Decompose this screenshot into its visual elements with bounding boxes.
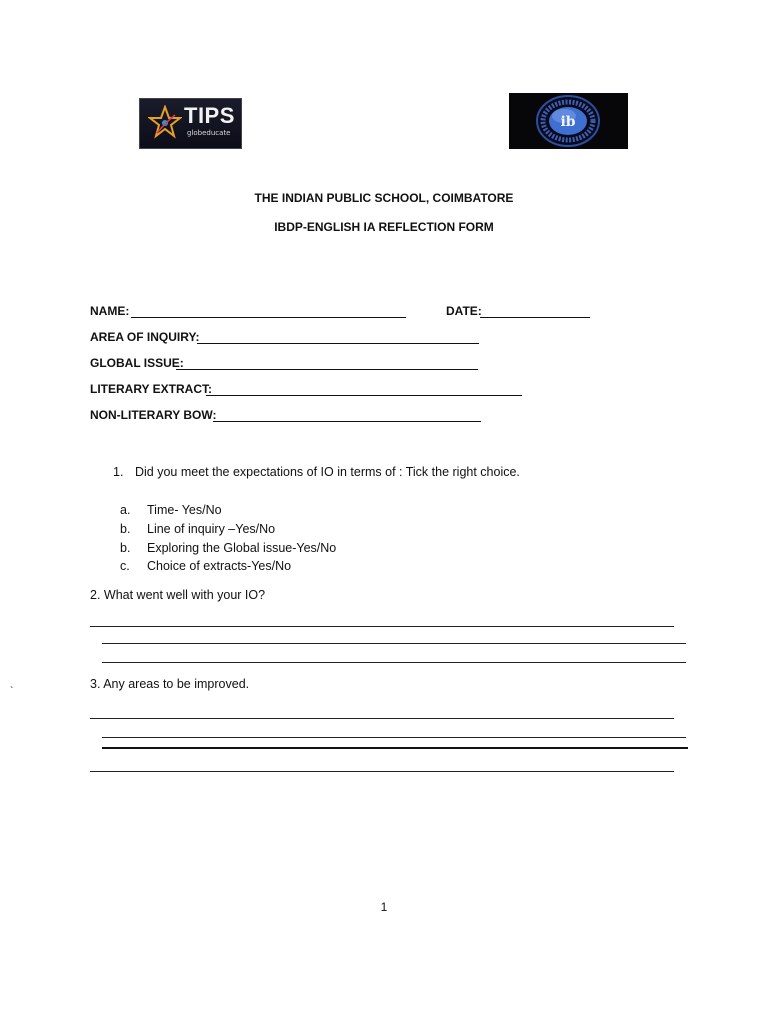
option-item[interactable] [120, 522, 275, 536]
answer-line[interactable] [90, 718, 674, 719]
question-1 [113, 465, 520, 479]
svg-text:ib: ib [560, 114, 576, 130]
option-text: Exploring the Global issue-Yes/No [147, 541, 337, 555]
global-issue-field-line[interactable] [176, 369, 478, 370]
name-field-line[interactable] [131, 317, 406, 318]
option-text: Line of inquiry –Yes/No [147, 522, 276, 536]
page-number: 1 [380, 900, 388, 914]
answer-line[interactable] [102, 747, 688, 749]
option-marker: b. [120, 541, 131, 555]
answer-line[interactable] [102, 737, 686, 738]
star-icon [148, 105, 182, 139]
option-item[interactable] [120, 559, 291, 573]
literary-extract-field-line[interactable] [206, 395, 522, 396]
area-of-inquiry-label: AREA OF INQUIRY: [90, 330, 200, 344]
question-3: 3. Any areas to be improved. [90, 677, 250, 691]
non-literary-bow-label: NON-LITERARY BOW: [90, 408, 217, 422]
option-marker: b. [120, 522, 131, 536]
literary-extract-label: LITERARY EXTRACT: [90, 382, 213, 396]
area-of-inquiry-field-line[interactable] [197, 343, 479, 344]
date-field-line[interactable] [480, 317, 590, 318]
question-2: 2. What went well with your IO? [90, 588, 266, 602]
tips-logo [139, 98, 242, 149]
school-name: THE INDIAN PUBLIC SCHOOL, COIMBATORE [254, 191, 514, 205]
question-1-text: Did you meet the expectations of IO in terms of : Tick the right choice. [135, 465, 520, 479]
non-literary-bow-field-line[interactable] [213, 421, 481, 422]
answer-line[interactable] [102, 662, 686, 663]
option-text: Choice of extracts-Yes/No [147, 559, 292, 573]
name-label: NAME: [90, 304, 130, 318]
date-label: DATE: [446, 304, 482, 318]
ib-logo [509, 93, 628, 149]
question-1-number: 1. [113, 465, 124, 479]
option-text: Time- Yes/No [147, 503, 222, 517]
answer-line[interactable] [90, 771, 674, 772]
option-item[interactable] [120, 503, 222, 517]
option-marker: a. [120, 503, 131, 517]
form-title: IBDP-ENGLISH IA REFLECTION FORM [274, 220, 494, 234]
ib-seal-icon [536, 95, 600, 147]
option-marker: c. [120, 559, 130, 573]
stray-mark: ` [10, 686, 14, 697]
option-item[interactable] [120, 541, 336, 555]
tips-logo-subtext: globeducate [187, 129, 231, 137]
tips-logo-text: TIPS [184, 103, 235, 128]
global-issue-label: GLOBAL ISSUE: [90, 356, 184, 370]
answer-line[interactable] [102, 643, 686, 644]
answer-line[interactable] [90, 626, 674, 627]
